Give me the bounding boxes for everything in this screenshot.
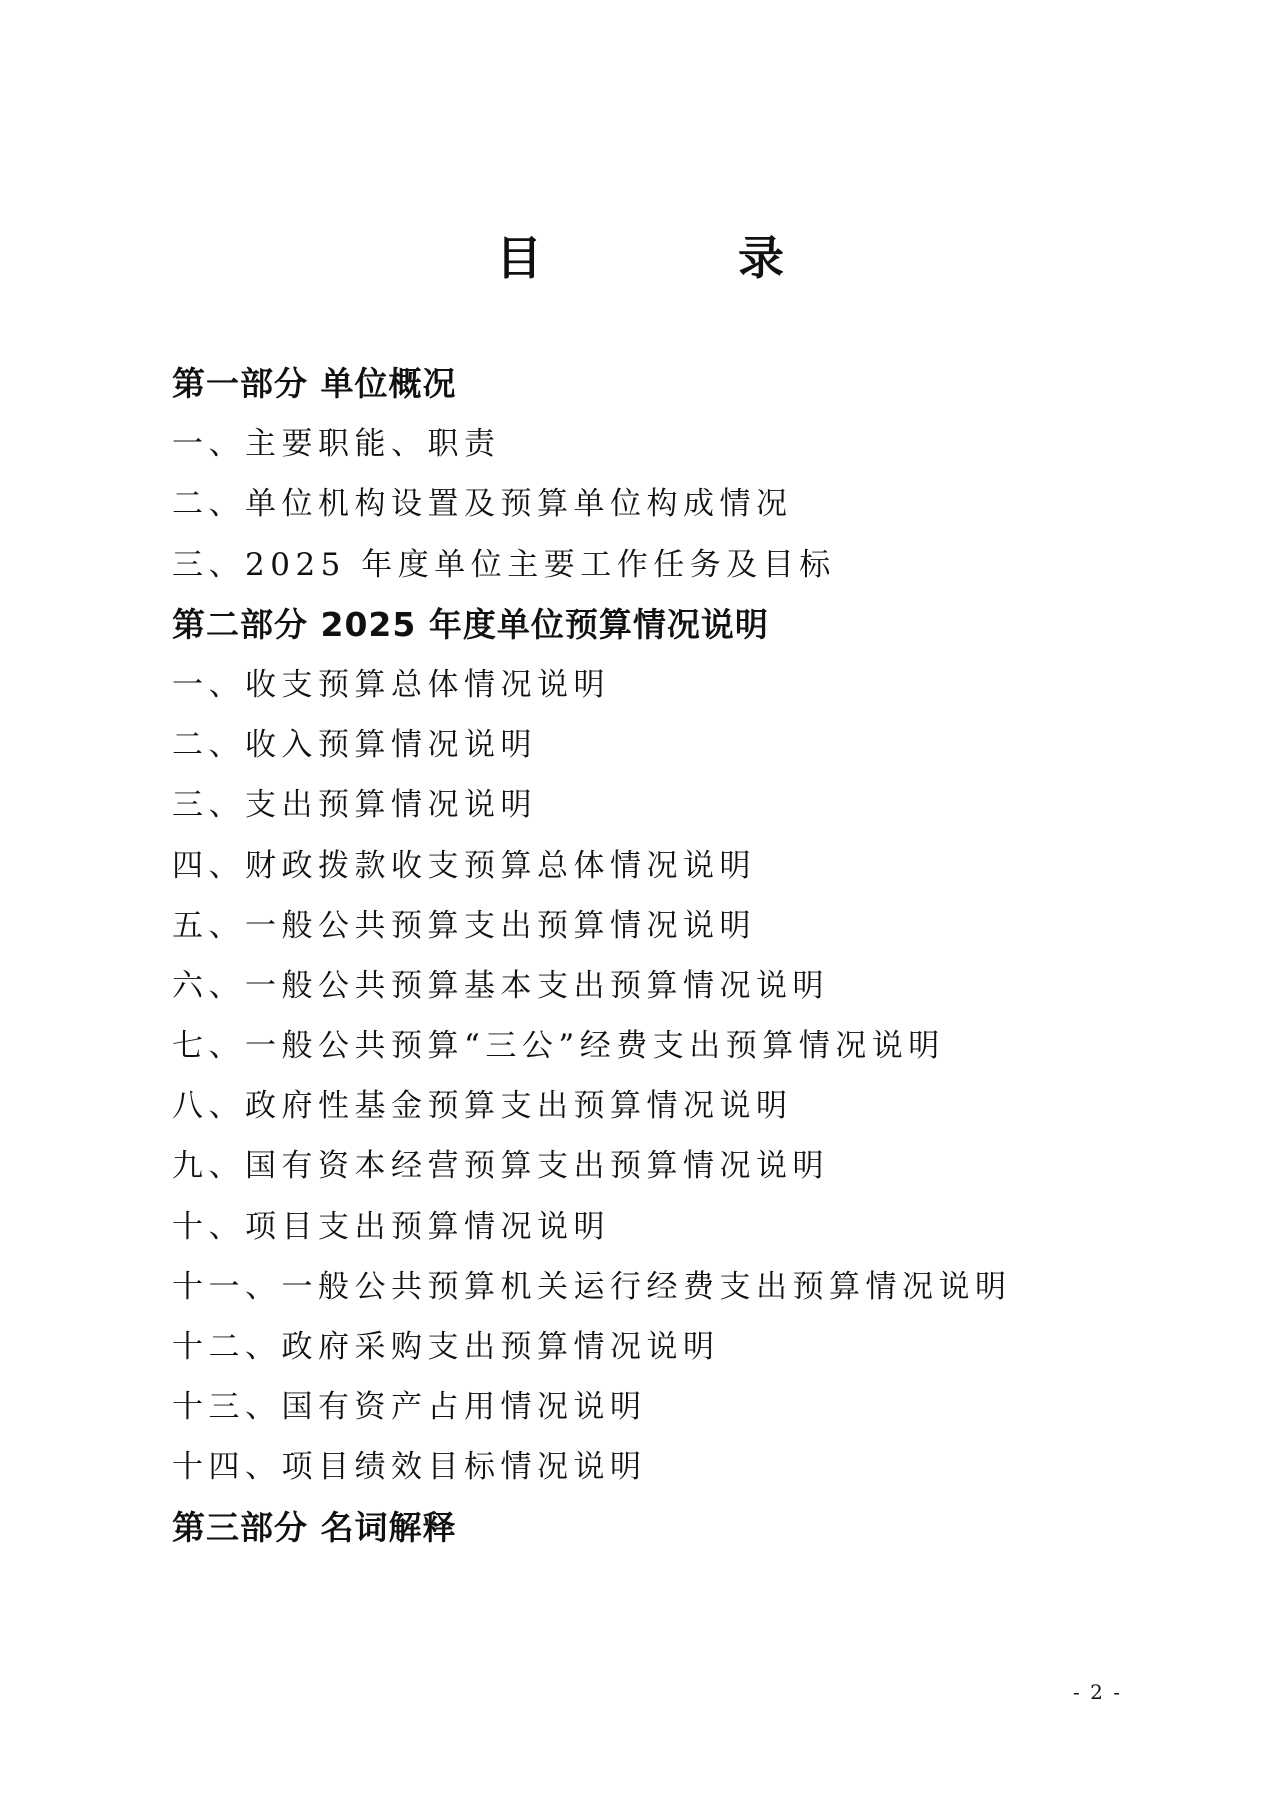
toc-entry: 二、单位机构设置及预算单位构成情况	[172, 486, 793, 523]
toc-entry: 十四、项目绩效目标情况说明	[172, 1449, 647, 1486]
toc-entry: 二、收入预算情况说明	[172, 727, 537, 764]
toc-entry: 八、政府性基金预算支出预算情况说明	[172, 1088, 793, 1125]
toc-entry: 十、项目支出预算情况说明	[172, 1208, 610, 1245]
toc-entry: 九、国有资本经营预算支出预算情况说明	[172, 1148, 829, 1185]
toc-entry: 十三、国有资产占用情况说明	[172, 1389, 647, 1426]
page-number: - 2 -	[1073, 1680, 1122, 1704]
toc-entry: 十一、一般公共预算机关运行经费支出预算情况说明	[172, 1268, 1012, 1305]
table-of-contents	[172, 354, 1172, 1558]
toc-entry: 四、财政拨款收支预算总体情况说明	[172, 847, 756, 884]
page-title: 目 录	[495, 231, 874, 285]
toc-entry: 一、主要职能、职责	[172, 426, 501, 463]
toc-entry: 三、支出预算情况说明	[172, 787, 537, 824]
toc-entry: 五、一般公共预算支出预算情况说明	[172, 907, 756, 944]
toc-part-2: 第二部分 2025 年度单位预算情况说明	[172, 604, 769, 644]
toc-entry: 三、2025 年度单位主要工作任务及目标	[172, 546, 836, 583]
toc-part-3: 第三部分 名词解释	[172, 1507, 457, 1547]
toc-part-1: 第一部分 单位概况	[172, 364, 457, 403]
toc-entry: 六、一般公共预算基本支出预算情况说明	[172, 967, 829, 1004]
toc-entry: 一、收支预算总体情况说明	[172, 666, 610, 703]
toc-entry: 七、一般公共预算“三公”经费支出预算情况说明	[172, 1028, 945, 1065]
toc-entry: 十二、政府采购支出预算情况说明	[172, 1329, 720, 1365]
